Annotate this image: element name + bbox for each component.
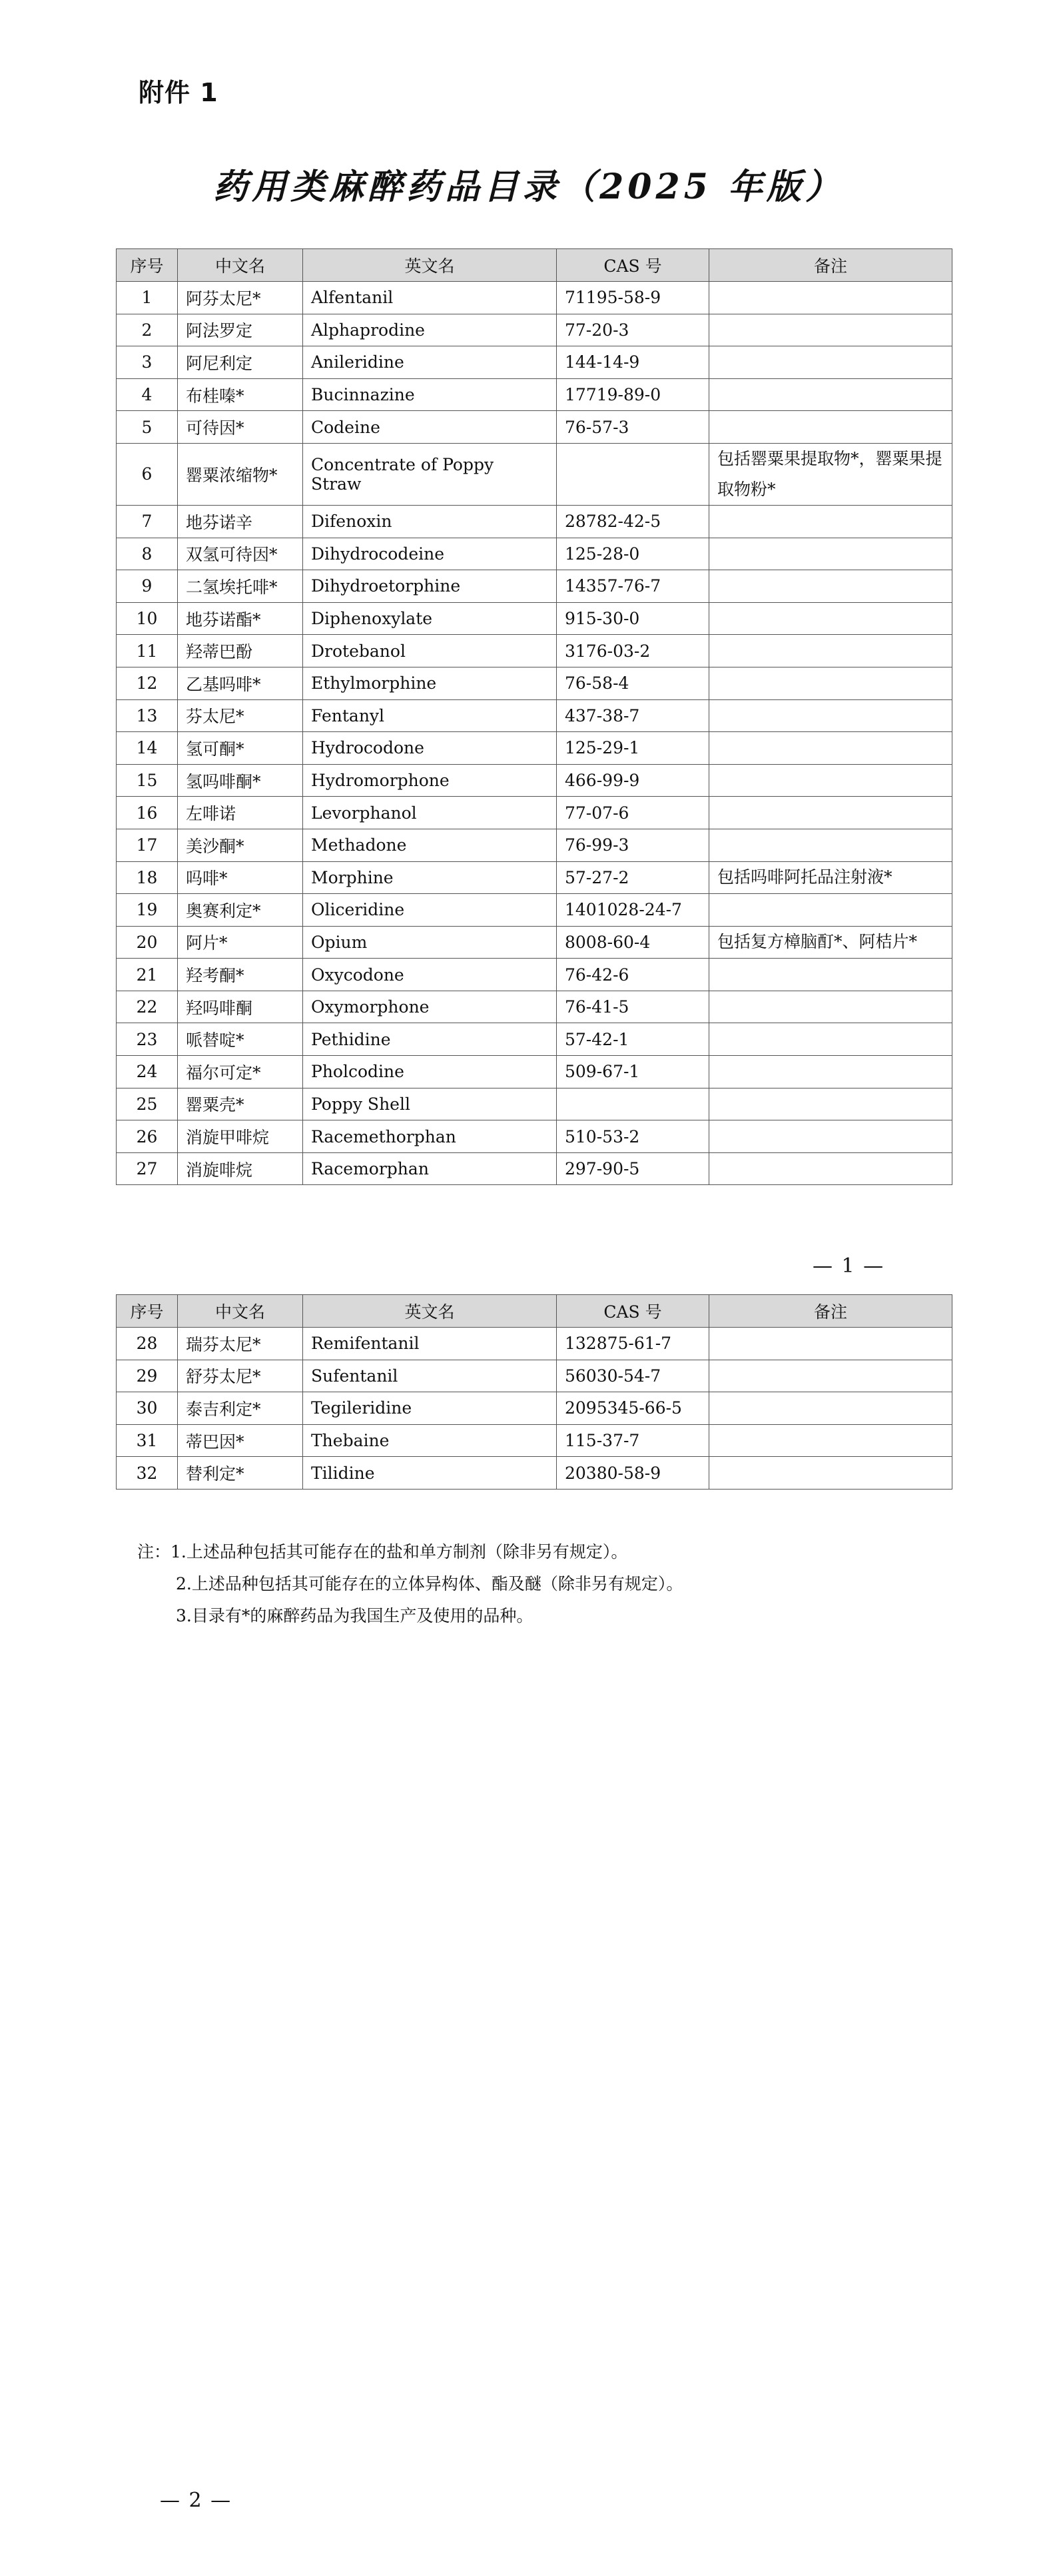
- cell-remarks: [709, 505, 952, 538]
- cell-english-name: Oxymorphone: [303, 991, 557, 1023]
- cell-english-name: Sufentanil: [303, 1360, 557, 1392]
- table-row: [117, 443, 952, 505]
- cell-english-name: Tegileridine: [303, 1392, 557, 1425]
- attachment-label: 附件 1: [139, 78, 218, 107]
- cell-serial: 13: [117, 699, 178, 732]
- cell-english-name: Ethylmorphine: [303, 667, 557, 699]
- cell-english-name: Bucinnazine: [303, 378, 557, 411]
- cell-serial: 6: [117, 443, 178, 505]
- cell-remarks: 包括复方樟脑酊*、阿桔片*: [709, 926, 952, 959]
- cell-serial: 3: [117, 346, 178, 379]
- table-row: [117, 538, 952, 570]
- cell-serial: 17: [117, 829, 178, 861]
- cell-english-name: Pethidine: [303, 1023, 557, 1056]
- header-cas-number: CAS 号: [557, 249, 709, 282]
- cell-english-name: Racemorphan: [303, 1152, 557, 1185]
- cell-english-name: Hydromorphone: [303, 764, 557, 797]
- cell-serial: 21: [117, 959, 178, 991]
- header-chinese-name: 中文名: [178, 249, 303, 282]
- cell-chinese-name: 泰吉利定*: [178, 1392, 303, 1425]
- table-row: [117, 667, 952, 699]
- drug-table-page-2: [116, 1294, 952, 1490]
- header-remarks: 备注: [709, 249, 952, 282]
- cell-english-name: Morphine: [303, 861, 557, 894]
- cell-serial: 19: [117, 894, 178, 927]
- cell-serial: 20: [117, 926, 178, 959]
- cell-serial: 30: [117, 1392, 178, 1425]
- cell-cas-number: 20380-58-9: [557, 1457, 709, 1490]
- cell-chinese-name: 地芬诺酯*: [178, 602, 303, 635]
- table-header-row: [117, 1295, 952, 1328]
- cell-cas-number: 509-67-1: [557, 1056, 709, 1088]
- header-chinese-name: 中文名: [178, 1295, 303, 1328]
- cell-remarks: [709, 1328, 952, 1360]
- cell-remarks: [709, 411, 952, 444]
- cell-cas-number: 132875-61-7: [557, 1328, 709, 1360]
- cell-chinese-name: 替利定*: [178, 1457, 303, 1490]
- cell-remarks: [709, 1023, 952, 1056]
- table-row: [117, 829, 952, 861]
- header-serial: 序号: [117, 249, 178, 282]
- cell-english-name: Thebaine: [303, 1424, 557, 1457]
- cell-chinese-name: 乙基吗啡*: [178, 667, 303, 699]
- table-row: [117, 1457, 952, 1490]
- cell-cas-number: 466-99-9: [557, 764, 709, 797]
- cell-serial: 22: [117, 991, 178, 1023]
- cell-remarks: [709, 1088, 952, 1120]
- cell-chinese-name: 吗啡*: [178, 861, 303, 894]
- table-body-page-2: [117, 1328, 952, 1490]
- cell-serial: 27: [117, 1152, 178, 1185]
- table-row: [117, 1152, 952, 1185]
- cell-chinese-name: 哌替啶*: [178, 1023, 303, 1056]
- cell-cas-number: 57-27-2: [557, 861, 709, 894]
- document-title: 药用类麻醉药品目录（2025 年版）: [213, 167, 844, 207]
- cell-english-name: Fentanyl: [303, 699, 557, 732]
- cell-serial: 1: [117, 282, 178, 314]
- cell-serial: 26: [117, 1120, 178, 1153]
- cell-remarks: [709, 378, 952, 411]
- table-header-row: [117, 249, 952, 282]
- table-row: [117, 894, 952, 927]
- table-row: [117, 1088, 952, 1120]
- cell-remarks: [709, 894, 952, 927]
- cell-cas-number: [557, 443, 709, 505]
- table-row: [117, 282, 952, 314]
- cell-remarks: [709, 1120, 952, 1153]
- table-row: [117, 926, 952, 959]
- cell-english-name: Drotebanol: [303, 635, 557, 667]
- cell-english-name: Poppy Shell: [303, 1088, 557, 1120]
- cell-chinese-name: 羟吗啡酮: [178, 991, 303, 1023]
- cell-chinese-name: 阿尼利定: [178, 346, 303, 379]
- cell-cas-number: 8008-60-4: [557, 926, 709, 959]
- page-number-2: — 2 —: [160, 2489, 232, 2512]
- cell-cas-number: 77-07-6: [557, 797, 709, 829]
- table-row: [117, 1120, 952, 1153]
- cell-english-name: Methadone: [303, 829, 557, 861]
- cell-english-name: Dihydroetorphine: [303, 570, 557, 603]
- cell-cas-number: 14357-76-7: [557, 570, 709, 603]
- cell-serial: 12: [117, 667, 178, 699]
- cell-remarks: [709, 538, 952, 570]
- cell-english-name: Levorphanol: [303, 797, 557, 829]
- cell-chinese-name: 消旋甲啡烷: [178, 1120, 303, 1153]
- table-row: [117, 1392, 952, 1425]
- cell-serial: 24: [117, 1056, 178, 1088]
- cell-serial: 18: [117, 861, 178, 894]
- cell-chinese-name: 左啡诺: [178, 797, 303, 829]
- cell-remarks: [709, 570, 952, 603]
- cell-chinese-name: 消旋啡烷: [178, 1152, 303, 1185]
- cell-english-name: Anileridine: [303, 346, 557, 379]
- cell-remarks: [709, 1056, 952, 1088]
- cell-remarks: [709, 346, 952, 379]
- table-row: [117, 505, 952, 538]
- cell-cas-number: 56030-54-7: [557, 1360, 709, 1392]
- cell-chinese-name: 阿芬太尼*: [178, 282, 303, 314]
- cell-english-name: Oxycodone: [303, 959, 557, 991]
- table-row: [117, 1056, 952, 1088]
- cell-english-name: Dihydrocodeine: [303, 538, 557, 570]
- cell-cas-number: 76-99-3: [557, 829, 709, 861]
- cell-serial: 29: [117, 1360, 178, 1392]
- cell-serial: 5: [117, 411, 178, 444]
- cell-cas-number: 76-41-5: [557, 991, 709, 1023]
- table-row: [117, 1023, 952, 1056]
- cell-remarks: [709, 991, 952, 1023]
- cell-chinese-name: 羟考酮*: [178, 959, 303, 991]
- note-line-2: 2.上述品种包括其可能存在的立体异构体、酯及醚（除非另有规定）。: [176, 1574, 683, 1593]
- cell-cas-number: 71195-58-9: [557, 282, 709, 314]
- cell-remarks: [709, 314, 952, 346]
- cell-serial: 32: [117, 1457, 178, 1490]
- cell-chinese-name: 福尔可定*: [178, 1056, 303, 1088]
- header-serial: 序号: [117, 1295, 178, 1328]
- cell-remarks: [709, 635, 952, 667]
- cell-serial: 25: [117, 1088, 178, 1120]
- cell-english-name: Alphaprodine: [303, 314, 557, 346]
- cell-cas-number: 510-53-2: [557, 1120, 709, 1153]
- cell-chinese-name: 舒芬太尼*: [178, 1360, 303, 1392]
- cell-chinese-name: 氢可酮*: [178, 732, 303, 765]
- table-row: [117, 991, 952, 1023]
- notes: [137, 1536, 683, 1632]
- table-row: [117, 346, 952, 379]
- cell-english-name: Diphenoxylate: [303, 602, 557, 635]
- table-row: [117, 602, 952, 635]
- table-row: [117, 378, 952, 411]
- cell-serial: 23: [117, 1023, 178, 1056]
- cell-english-name: Opium: [303, 926, 557, 959]
- cell-cas-number: 76-58-4: [557, 667, 709, 699]
- table-row: [117, 411, 952, 444]
- cell-remarks: [709, 959, 952, 991]
- cell-remarks: 包括罂粟果提取物*，罂粟果提取物粉*: [709, 443, 952, 505]
- cell-cas-number: 17719-89-0: [557, 378, 709, 411]
- cell-remarks: [709, 1424, 952, 1457]
- table-row: [117, 1328, 952, 1360]
- cell-chinese-name: 瑞芬太尼*: [178, 1328, 303, 1360]
- cell-chinese-name: 双氢可待因*: [178, 538, 303, 570]
- table-row: [117, 570, 952, 603]
- cell-serial: 4: [117, 378, 178, 411]
- table-body-page-1: [117, 282, 952, 1185]
- cell-remarks: 包括吗啡阿托品注射液*: [709, 861, 952, 894]
- cell-english-name: Oliceridine: [303, 894, 557, 927]
- cell-serial: 7: [117, 505, 178, 538]
- cell-chinese-name: 罂粟壳*: [178, 1088, 303, 1120]
- cell-remarks: [709, 764, 952, 797]
- cell-remarks: [709, 699, 952, 732]
- cell-chinese-name: 阿片*: [178, 926, 303, 959]
- header-remarks: 备注: [709, 1295, 952, 1328]
- cell-chinese-name: 氢吗啡酮*: [178, 764, 303, 797]
- cell-chinese-name: 奥赛利定*: [178, 894, 303, 927]
- cell-english-name: Remifentanil: [303, 1328, 557, 1360]
- cell-cas-number: 144-14-9: [557, 346, 709, 379]
- cell-remarks: [709, 829, 952, 861]
- cell-cas-number: 57-42-1: [557, 1023, 709, 1056]
- header-english-name: 英文名: [303, 1295, 557, 1328]
- cell-cas-number: 125-29-1: [557, 732, 709, 765]
- cell-cas-number: 297-90-5: [557, 1152, 709, 1185]
- cell-serial: 8: [117, 538, 178, 570]
- cell-english-name: Difenoxin: [303, 505, 557, 538]
- cell-cas-number: 77-20-3: [557, 314, 709, 346]
- cell-chinese-name: 羟蒂巴酚: [178, 635, 303, 667]
- cell-english-name: Racemethorphan: [303, 1120, 557, 1153]
- cell-remarks: [709, 1152, 952, 1185]
- cell-serial: 10: [117, 602, 178, 635]
- cell-english-name: Hydrocodone: [303, 732, 557, 765]
- cell-cas-number: 76-57-3: [557, 411, 709, 444]
- cell-remarks: [709, 797, 952, 829]
- cell-chinese-name: 蒂巴因*: [178, 1424, 303, 1457]
- cell-serial: 11: [117, 635, 178, 667]
- note-line-3: 3.目录有*的麻醉药品为我国生产及使用的品种。: [176, 1606, 533, 1625]
- cell-chinese-name: 芬太尼*: [178, 699, 303, 732]
- cell-cas-number: 915-30-0: [557, 602, 709, 635]
- note-line-1: 注：1.上述品种包括其可能存在的盐和单方制剂（除非另有规定）。: [137, 1542, 628, 1561]
- page-number-1: — 1 —: [813, 1254, 885, 1278]
- cell-remarks: [709, 282, 952, 314]
- cell-remarks: [709, 667, 952, 699]
- cell-cas-number: 437-38-7: [557, 699, 709, 732]
- table-row: [117, 635, 952, 667]
- cell-remarks: [709, 1457, 952, 1490]
- cell-cas-number: 2095345-66-5: [557, 1392, 709, 1425]
- cell-remarks: [709, 602, 952, 635]
- cell-serial: 14: [117, 732, 178, 765]
- cell-english-name: Alfentanil: [303, 282, 557, 314]
- header-english-name: 英文名: [303, 249, 557, 282]
- cell-serial: 28: [117, 1328, 178, 1360]
- header-cas-number: CAS 号: [557, 1295, 709, 1328]
- table-row: [117, 797, 952, 829]
- cell-cas-number: [557, 1088, 709, 1120]
- cell-chinese-name: 美沙酮*: [178, 829, 303, 861]
- cell-cas-number: 1401028-24-7: [557, 894, 709, 927]
- cell-serial: 2: [117, 314, 178, 346]
- cell-english-name: Concentrate of Poppy Straw: [303, 443, 557, 505]
- cell-english-name: Pholcodine: [303, 1056, 557, 1088]
- cell-chinese-name: 可待因*: [178, 411, 303, 444]
- table-row: [117, 764, 952, 797]
- table-row: [117, 732, 952, 765]
- cell-serial: 15: [117, 764, 178, 797]
- table-row: [117, 1424, 952, 1457]
- drug-table-page-1: [116, 248, 952, 1185]
- cell-cas-number: 3176-03-2: [557, 635, 709, 667]
- cell-chinese-name: 罂粟浓缩物*: [178, 443, 303, 505]
- table-row: [117, 1360, 952, 1392]
- table-row: [117, 699, 952, 732]
- cell-chinese-name: 阿法罗定: [178, 314, 303, 346]
- table-row: [117, 959, 952, 991]
- cell-english-name: Codeine: [303, 411, 557, 444]
- cell-remarks: [709, 1360, 952, 1392]
- cell-chinese-name: 布桂嗪*: [178, 378, 303, 411]
- cell-chinese-name: 地芬诺辛: [178, 505, 303, 538]
- table-row: [117, 861, 952, 894]
- cell-remarks: [709, 732, 952, 765]
- cell-serial: 9: [117, 570, 178, 603]
- table-row: [117, 314, 952, 346]
- cell-cas-number: 115-37-7: [557, 1424, 709, 1457]
- cell-cas-number: 28782-42-5: [557, 505, 709, 538]
- cell-cas-number: 76-42-6: [557, 959, 709, 991]
- cell-cas-number: 125-28-0: [557, 538, 709, 570]
- cell-serial: 31: [117, 1424, 178, 1457]
- cell-serial: 16: [117, 797, 178, 829]
- cell-english-name: Tilidine: [303, 1457, 557, 1490]
- cell-chinese-name: 二氢埃托啡*: [178, 570, 303, 603]
- cell-remarks: [709, 1392, 952, 1425]
